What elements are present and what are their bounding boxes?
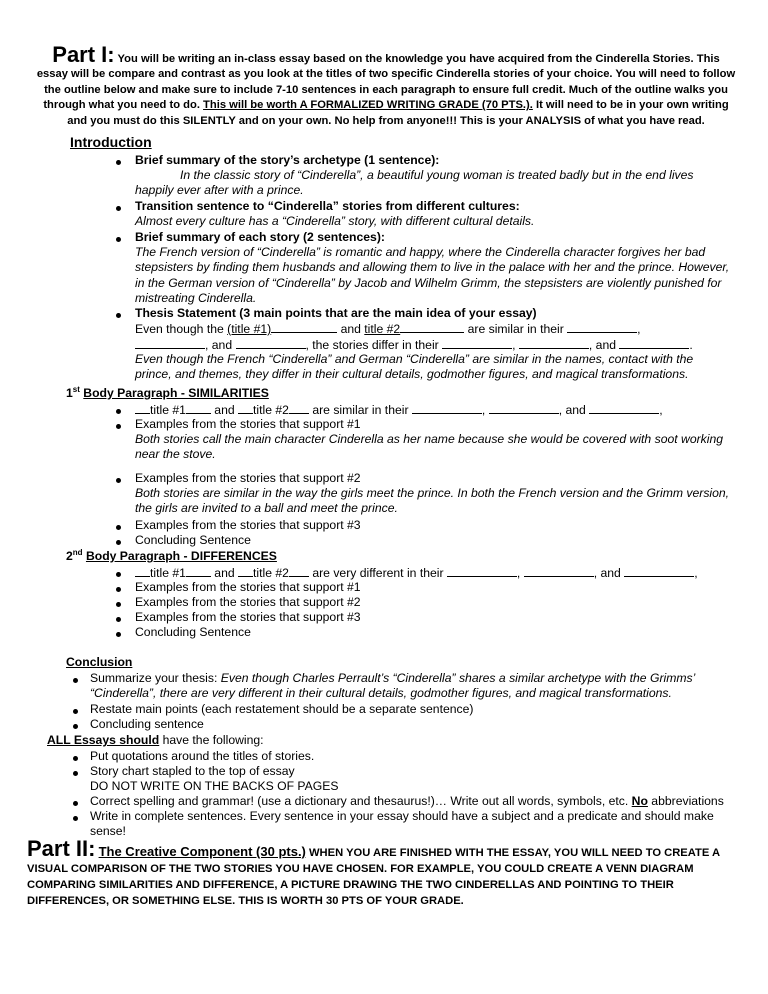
line-text: , (694, 566, 698, 580)
body1-concluding: Concluding Sentence (135, 533, 251, 547)
title2-text: title #2 (253, 403, 289, 417)
archetype-label: Brief summary of the story’s archetype (1 sentence): (135, 153, 440, 167)
line-text: , (659, 403, 663, 417)
body2-example2: Examples from the stories that support #2 (135, 595, 361, 609)
body2-example3: Examples from the stories that support #3 (135, 610, 361, 624)
thesis-text: Even though the (135, 322, 228, 336)
thesis-text: , and (205, 338, 236, 353)
bullet (116, 572, 121, 577)
bullet (116, 237, 121, 242)
bullet (116, 160, 121, 165)
body1-num: 1 (66, 386, 73, 400)
part1-closing: It will need to be in your own writing and you must do this SILENTLY and on your own. No help from anyone!!! This is your ANALYSIS of what you have read. (67, 99, 729, 127)
body1-similar-line (135, 402, 735, 418)
part1-grade-note: This will be worth A FORMALIZED WRITING GRADE (70 PTS.). (203, 99, 533, 112)
item3-text: Correct spelling and grammar! (use a dictionary and thesaurus!)… Write out all words, symbols, etc. (90, 794, 632, 808)
part2-heading: The Creative Component (30 pts.) (98, 844, 306, 859)
all-essays-rest: have the following: (159, 733, 264, 747)
body2-title: Body Paragraph - DIFFERENCES (85, 549, 277, 563)
bullet (116, 478, 121, 483)
bullet (116, 632, 121, 637)
blank-line (271, 321, 337, 333)
thesis-title2: title #2 (364, 322, 401, 336)
archetype-example: In the classic story of “Cinderella”, a beautiful young woman is treated badly but in the end lives happily ever after with a prince. (135, 168, 694, 198)
blank-line (186, 402, 211, 414)
thesis-text: . (689, 338, 693, 353)
transition-example: Almost every culture has a “Cinderella” story, with different cultural details. (135, 214, 535, 228)
thesis-text: , the stories differ in their (305, 338, 443, 353)
blank-line (624, 565, 694, 577)
thesis-example: Even though the French “Cinderella” and German “Cinderella” are similar in the names, contact with the prince, and themes, they differ in their cultural details, godmother figures, and magical transformations. (135, 352, 694, 382)
conclusion-restate: Restate main points (each restatement should be a separate sentence) (90, 702, 474, 716)
bullet (116, 540, 121, 545)
bullet (116, 587, 121, 592)
blank-line (238, 402, 253, 414)
blank-line (238, 565, 253, 577)
body1-example3: Examples from the stories that support #3 (135, 518, 361, 532)
summary-label: Brief summary of each story (2 sentences): (135, 230, 385, 244)
bullet (116, 525, 121, 530)
body2-num: 2 (66, 549, 73, 563)
part1-instructions (36, 44, 736, 129)
body1-example1-text: Both stories call the main character Cinderella as her name because she would be covered with soot working near the stove. (135, 432, 724, 462)
thesis-title1: (title #1) (227, 322, 272, 336)
part2-section (27, 838, 747, 909)
conclusion-concluding: Concluding sentence (90, 717, 204, 731)
all-essays-title: ALL Essays should (47, 733, 160, 747)
item3-text: abbreviations (647, 794, 724, 808)
bullet (73, 724, 78, 729)
bullet (73, 709, 78, 714)
body2-example1: Examples from the stories that support #1 (135, 580, 361, 594)
all-essays-item1: Put quotations around the titles of stories. (90, 749, 315, 763)
body1-example2: Examples from the stories that support #2 (135, 471, 361, 485)
thesis-text: , (637, 322, 641, 336)
thesis-template (135, 321, 735, 354)
line-text: and (210, 403, 239, 417)
bullet (73, 816, 78, 821)
body1-heading (66, 386, 269, 401)
line-text: , and (593, 566, 625, 580)
thesis-text: and (337, 322, 365, 336)
body2-sup: nd (72, 547, 83, 557)
bullet (116, 424, 121, 429)
part1-intro: You will be writing an in-class essay based on the knowledge you have acquired from the Cinderella Stories. This essay will be compare and contrast as you look at the titles of two specific Cinderella stories of your choice. You will need to follow the outline below and make sure to include 7-10 sentences in each paragraph to ensure full credit. Much of the outline walks you through what you need to do. (36, 53, 736, 112)
bullet (116, 617, 121, 622)
line-text: , (516, 566, 524, 580)
blank-line (589, 402, 659, 414)
blank-line (135, 402, 150, 414)
line-text: are similar in their (308, 403, 412, 417)
all-essays-item3 (90, 794, 750, 809)
bullet (73, 771, 78, 776)
blank-line (567, 321, 637, 333)
conclusion-heading: Conclusion (66, 655, 133, 669)
item3-no: No (631, 794, 648, 808)
bullet (73, 756, 78, 761)
blank-line (186, 565, 211, 577)
thesis-text: , and (588, 338, 620, 353)
bullet (116, 602, 121, 607)
blank-line (412, 402, 482, 414)
blank-line (289, 565, 309, 577)
all-essays-item4: Write in complete sentences. Every sentence in your essay should have a subject and a predicate and should make sense! (90, 809, 714, 839)
bullet (116, 409, 121, 414)
line-text: , (481, 403, 489, 417)
bullet (116, 313, 121, 318)
all-essays-item2b: DO NOT WRITE ON THE BACKS OF PAGES (90, 779, 339, 793)
title1-text: title #1 (150, 403, 186, 417)
blank-line (489, 402, 559, 414)
body1-sup: st (72, 384, 80, 394)
title1-text: title #1 (150, 566, 186, 580)
blank-line (236, 337, 306, 349)
body1-example2-text: Both stories are similar in the way the girls meet the prince. In both the French version and the Grimm version, the girls are invited to a ball and meet the prince. (135, 486, 730, 516)
summarize-example: Even though Charles Perrault’s “Cinderella” shares a similar archetype with the Grimms’ “Cinderella”, there are very different in their cultural details, godmother figures, and magical transformations. (90, 671, 695, 701)
bullet (73, 801, 78, 806)
title2-text: title #2 (253, 566, 289, 580)
part2-text: WHEN YOU ARE FINISHED WITH THE ESSAY, YOU WILL NEED TO CREATE A VISUAL COMPARISON OF THE TWO STORIES YOU HAVE CHOSEN. FOR EXAMPLE, YOU COULD CREATE A VENN DIAGRAM COMPARING SIMILARITIES AND DIFFERENCE, A PICTURE DRAWING THE TWO CINDERELLAS AND POINTING TO THEIR DIFFERENCES, OR SOMETHING ELSE. THIS IS WORTH 30 PTS OF YOUR GRADE. (27, 847, 720, 907)
part2-label: Part II: (27, 836, 96, 861)
line-text: are very different in their (308, 566, 447, 580)
blank-line (519, 337, 589, 349)
blank-line (289, 402, 309, 414)
introduction-heading: Introduction (70, 134, 152, 150)
blank-line (400, 321, 464, 333)
blank-line (524, 565, 594, 577)
all-essays-heading (47, 733, 264, 748)
part1-label: Part I: (52, 42, 115, 67)
blank-line (135, 337, 205, 349)
body2-different-line (135, 565, 735, 581)
blank-line (442, 337, 512, 349)
summarize-label: Summarize your thesis: (90, 671, 221, 685)
body1-title: Body Paragraph - SIMILARITIES (83, 386, 269, 400)
line-text: and (210, 566, 239, 580)
line-text: , and (558, 403, 590, 417)
bullet (73, 678, 78, 683)
all-essays-item2: Story chart stapled to the top of essay (90, 764, 295, 778)
thesis-text: , (512, 338, 519, 353)
transition-label: Transition sentence to “Cinderella” stories from different cultures: (135, 199, 520, 213)
body1-example1: Examples from the stories that support #1 (135, 417, 361, 431)
thesis-label: Thesis Statement (3 main points that are the main idea of your essay) (135, 306, 537, 320)
thesis-text: are similar in their (464, 322, 568, 336)
conclusion-summarize (90, 671, 730, 702)
bullet (116, 206, 121, 211)
body2-heading (66, 549, 277, 564)
blank-line (619, 337, 689, 349)
body2-concluding: Concluding Sentence (135, 625, 251, 639)
blank-line (135, 565, 150, 577)
summary-example: The French version of “Cinderella” is romantic and happy, where the Cinderella character forgives her bad stepsisters by finding them husbands and allowing them to live in the palace with her and the prince. However, in the German version of “Cinderella” by Jacob and Wilhelm Grimm, the stepsisters are violently punished for mistreating Cinderella. (135, 245, 730, 306)
blank-line (447, 565, 517, 577)
